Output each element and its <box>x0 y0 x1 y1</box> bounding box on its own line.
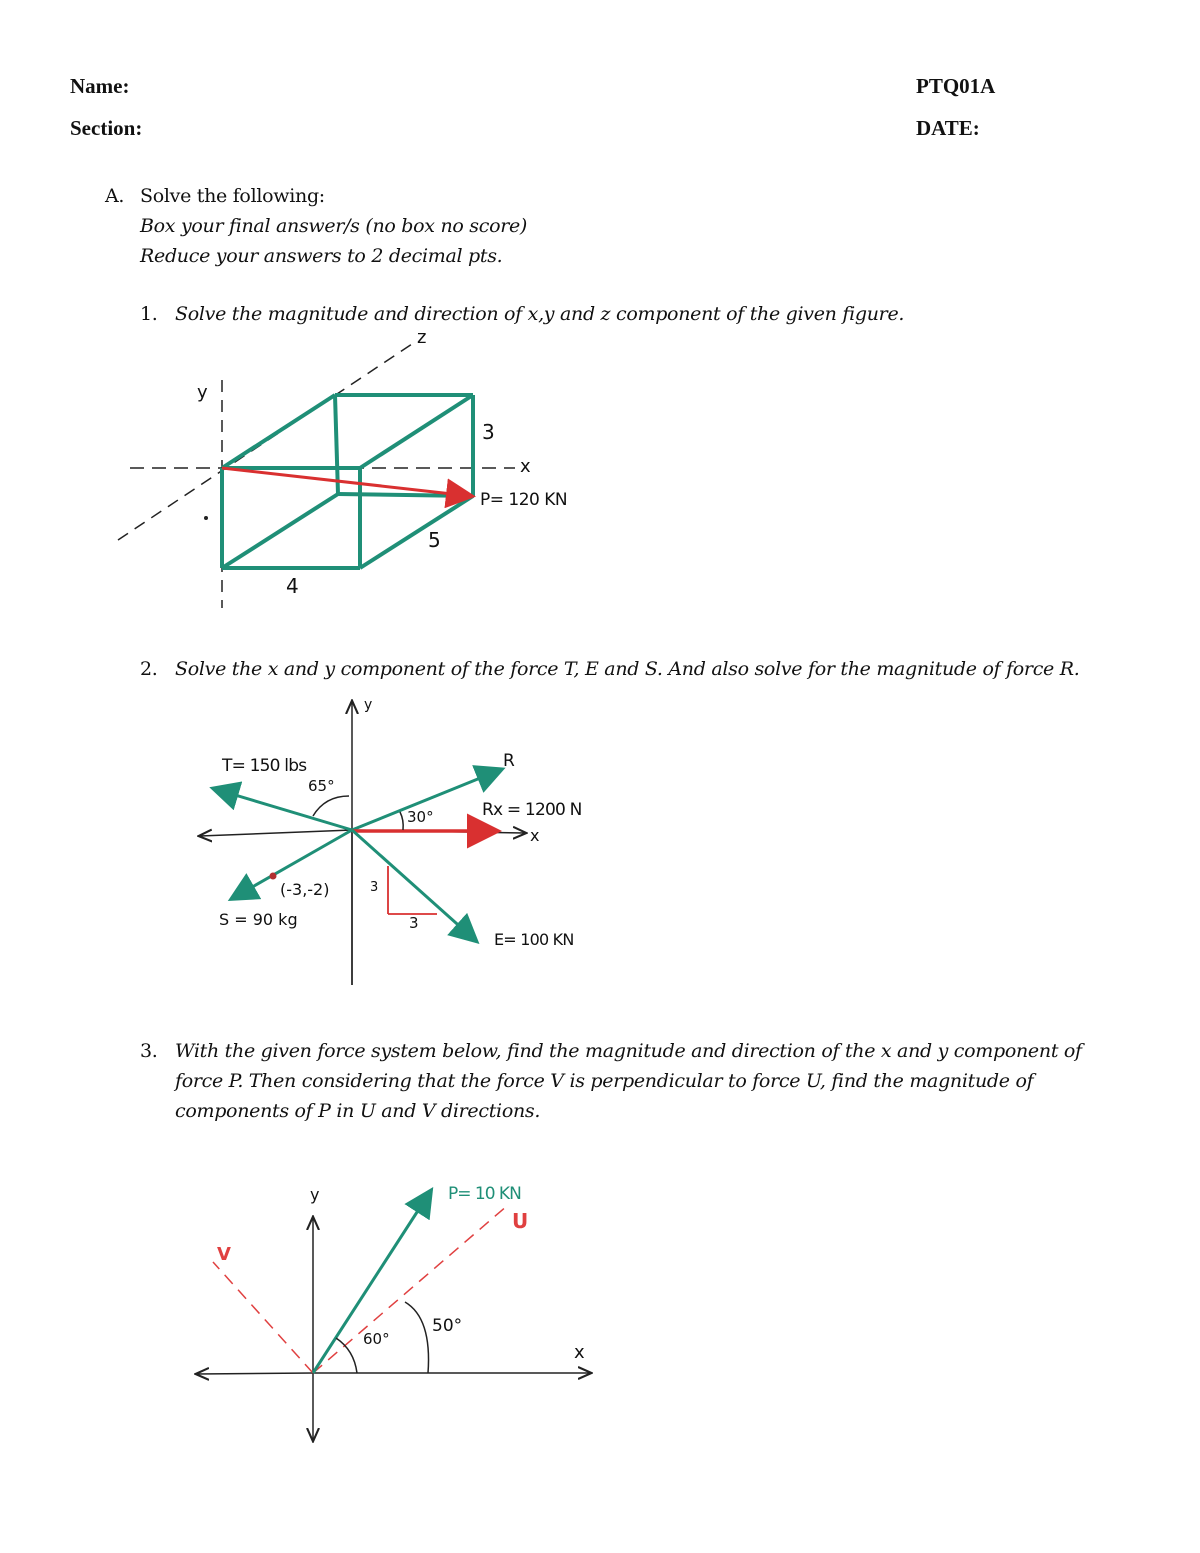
fig1-z-label: z <box>417 327 427 348</box>
fig2-x-label: x <box>530 826 540 845</box>
fig2-t-label: T= 150 lbs <box>222 756 307 776</box>
problem-1-text: Solve the magnitude and direction of x,y and z component of the given figure. <box>175 303 905 325</box>
name-label: Name: <box>70 74 130 98</box>
problem-3-text-line3: components of P in U and V directions. <box>175 1100 541 1122</box>
fig2-y-label: y <box>364 697 373 713</box>
fig2-rx-label: Rx = 1200 N <box>482 800 582 820</box>
section-a-title: Solve the following: <box>140 185 325 207</box>
problem-2-number: 2. <box>140 658 158 680</box>
problem-2-text: Solve the x and y component of the force T, E and S. And also solve for the magnitude of force R. <box>175 658 1080 680</box>
fig3-u-angle-arc <box>405 1302 429 1373</box>
fig2-r-angle: 30° <box>407 808 434 826</box>
fig3-u-axis <box>313 1205 508 1373</box>
fig3-v-label: V <box>217 1244 231 1265</box>
problem-3-text-line1: With the given force system below, find the magnitude and direction of the x and y component of <box>175 1040 1082 1062</box>
document-code: PTQ01A <box>916 74 996 98</box>
instruction-box-answers: Box your final answer/s (no box no score) <box>140 215 528 237</box>
instruction-decimal: Reduce your answers to 2 decimal pts. <box>140 245 503 267</box>
fig3-u-angle: 50° <box>432 1316 463 1336</box>
problem-3-text-line2: force P. Then considering that the force V is perpendicular to force U, find the magnitude of <box>175 1070 1034 1092</box>
date-label: DATE: <box>916 116 980 140</box>
fig2-e-label: E= 100 KN <box>494 930 574 949</box>
section-label: Section: <box>70 116 143 140</box>
fig1-dim-depth: 5 <box>428 528 441 552</box>
section-a-marker: A. <box>105 185 125 207</box>
fig1-force-label: P= 120 KN <box>480 490 568 510</box>
fig1-dim-height: 3 <box>482 420 495 444</box>
problem-3-number: 3. <box>140 1040 158 1062</box>
fig2-e-run: 3 <box>409 914 419 932</box>
fig3-p-angle: 60° <box>363 1330 390 1348</box>
fig3-x-label: x <box>574 1342 585 1363</box>
fig2-r-label: R <box>503 751 515 771</box>
fig1-dim-width: 4 <box>286 574 299 598</box>
fig2-t-angle: 65° <box>308 777 335 795</box>
fig2-s-point-label: (-3,-2) <box>280 880 330 899</box>
fig1-y-label: y <box>197 382 208 403</box>
problem-1-number: 1. <box>140 303 158 325</box>
fig2-s-label: S = 90 kg <box>219 910 298 929</box>
fig1-x-label: x <box>520 456 531 477</box>
fig3-p-label: P= 10 KN <box>448 1184 521 1204</box>
fig3-y-label: y <box>310 1185 320 1204</box>
fig3-v-axis <box>213 1262 313 1373</box>
fig3-u-label: U <box>512 1209 529 1233</box>
fig2-e-rise: 3 <box>370 880 379 895</box>
